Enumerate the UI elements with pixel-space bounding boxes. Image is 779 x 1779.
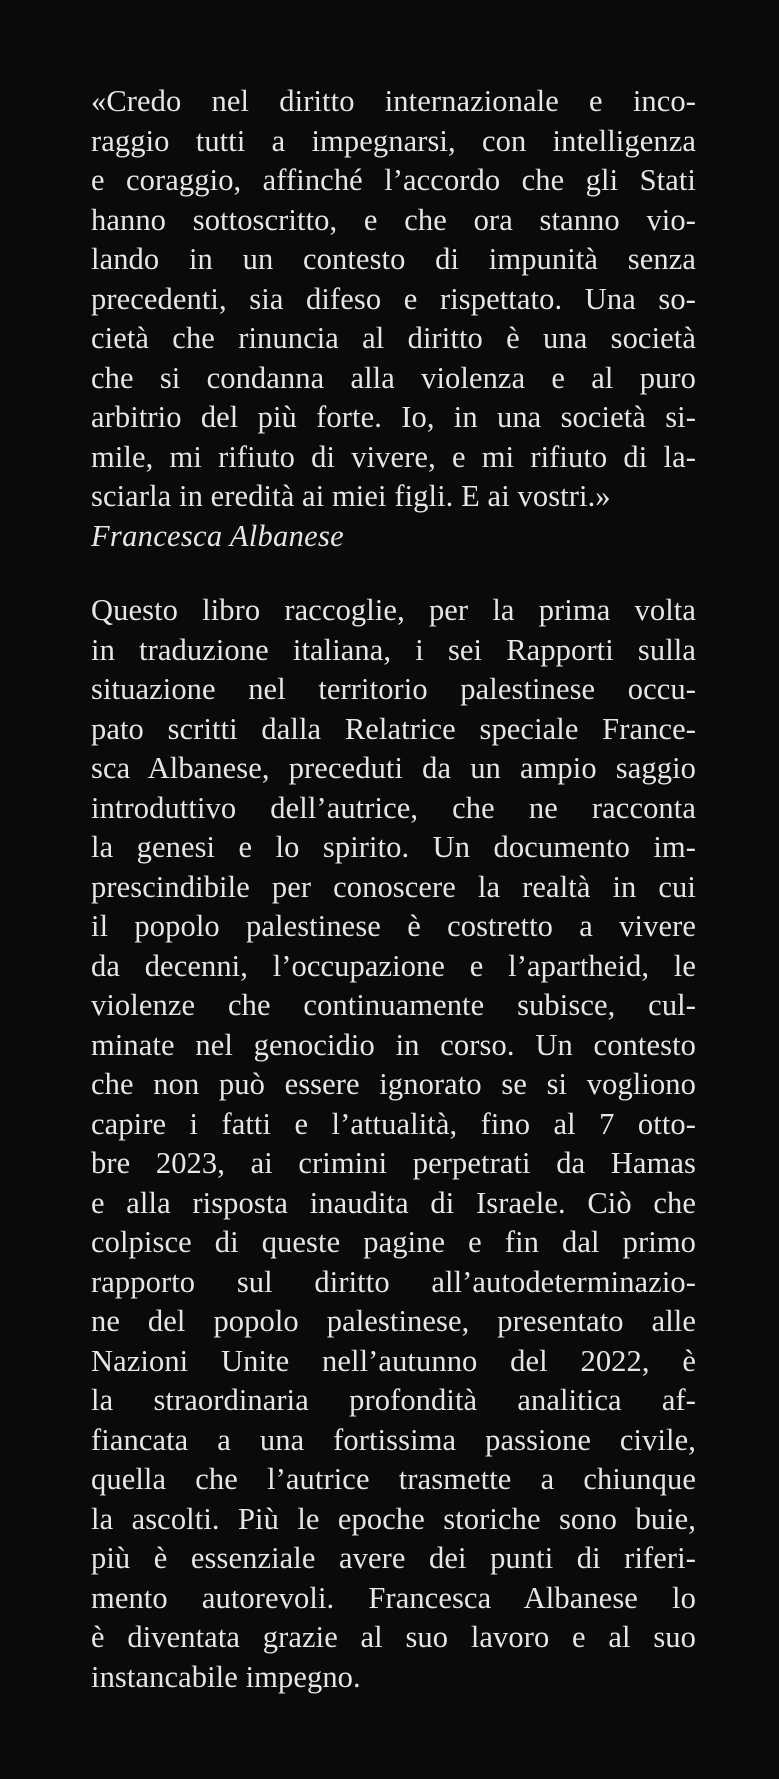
quote-line: arbitrio del più forte. Io, in una società si- [91, 400, 696, 434]
description-line: rapporto sul diritto all’autodeterminazio- [91, 1264, 696, 1299]
quote-line: che si condanna alla violenza e al puro [91, 360, 696, 395]
quote-line: precedenti, sia difeso e rispettato. Una so- [91, 281, 696, 316]
description-line: minate nel genocidio in corso. Un contesto [91, 1027, 696, 1062]
description-line: introduttivo dell’autrice, che ne racconta [91, 790, 696, 825]
quote-line: «Credo nel diritto internazionale e inco- [91, 84, 696, 118]
description-line: è diventata grazie al suo lavoro e al suo [91, 1620, 696, 1654]
description-line: da decenni, l’occupazione e l’apartheid, le [91, 948, 696, 983]
description-line: la genesi e lo spirito. Un documento im- [91, 830, 696, 864]
description-line: più è essenziale avere dei punti di riferi- [91, 1541, 696, 1575]
description-line: bre 2023, ai crimini perpetrati da Hamas [91, 1146, 696, 1180]
description-line: Nazioni Unite nell’autunno del 2022, è [91, 1343, 696, 1378]
description-line: Questo libro raccoglie, per la prima volta [91, 593, 696, 627]
description-line: pato scritti dalla Relatrice speciale France- [91, 711, 696, 746]
quote-line: mile, mi rifiuto di vivere, e mi rifiuto di la- [91, 439, 696, 474]
quote-line: sciarla in eredità ai miei figli. E ai vostri.» [91, 479, 611, 513]
description-line: fiancata a una fortissima passione civile, [91, 1422, 696, 1457]
quote-block [91, 82, 696, 556]
description-line: colpisce di queste pagine e fin dal primo [91, 1225, 696, 1259]
description-line: violenze che continuamente subisce, cul- [91, 988, 696, 1022]
description-line: il popolo palestinese è costretto a vivere [91, 909, 696, 943]
quote-line: cietà che rinuncia al diritto è una società [91, 321, 696, 355]
quote-attribution: Francesca Albanese [91, 518, 345, 553]
description-line: capire i fatti e l’attualità, fino al 7 otto- [91, 1106, 696, 1141]
description-line: mento autorevoli. Francesca Albanese lo [91, 1580, 696, 1615]
description-line: che non può essere ignorato se si vogliono [91, 1067, 696, 1101]
book-description [91, 591, 696, 1697]
quote-line: e coraggio, affinché l’accordo che gli Stati [91, 163, 696, 197]
quote-line: raggio tutti a impegnarsi, con intelligenza [91, 123, 696, 158]
quote-line: hanno sottoscritto, e che ora stanno vio- [91, 202, 696, 237]
description-line: quella che l’autrice trasmette a chiunque [91, 1462, 696, 1496]
quote-line: lando in un contesto di impunità senza [91, 242, 696, 276]
description-line: instancabile impegno. [91, 1659, 361, 1694]
description-line: prescindibile per conoscere la realtà in cui [91, 869, 696, 904]
description-line: ne del popolo palestinese, presentato alle [91, 1304, 696, 1338]
description-line: la straordinaria profondità analitica af- [91, 1383, 696, 1417]
description-line: la ascolti. Più le epoche storiche sono buie, [91, 1501, 696, 1536]
description-line: e alla risposta inaudita di Israele. Ciò che [91, 1185, 696, 1220]
description-line: situazione nel territorio palestinese occu- [91, 672, 696, 706]
description-line: in traduzione italiana, i sei Rapporti sulla [91, 632, 696, 667]
description-line: sca Albanese, preceduti da un ampio saggio [91, 751, 696, 785]
